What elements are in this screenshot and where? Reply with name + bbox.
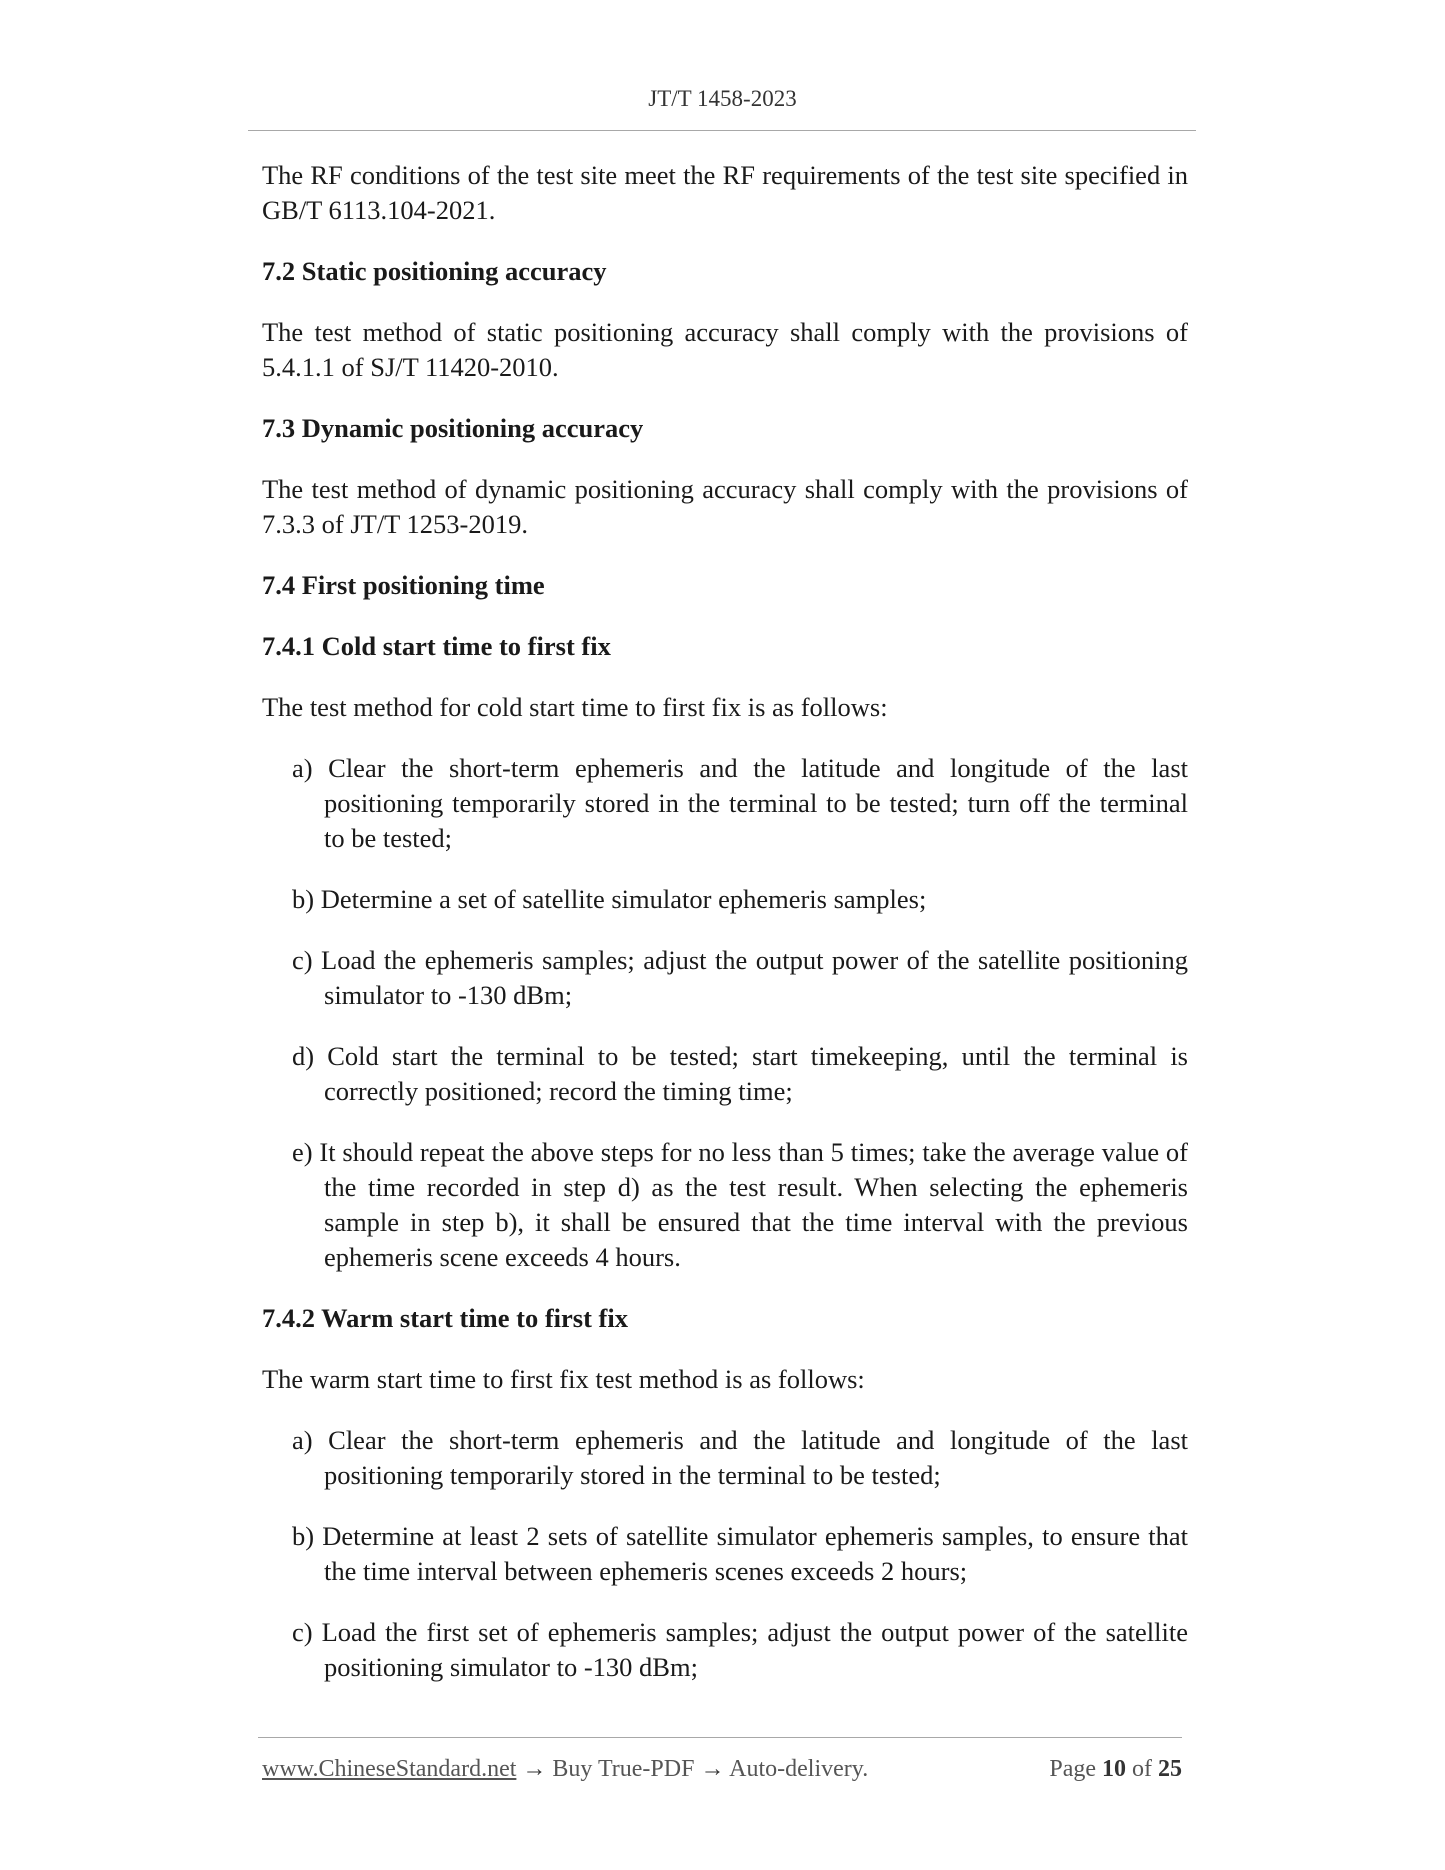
heading-7-4-1: 7.4.1 Cold start time to first fix bbox=[262, 631, 611, 661]
heading-7-4: 7.4 First positioning time bbox=[262, 570, 545, 600]
page-of: of bbox=[1132, 1756, 1152, 1782]
footer-divider bbox=[258, 1737, 1182, 1738]
page-footer bbox=[262, 1756, 1182, 1783]
paragraph-static-accuracy: The test method of static positioning accuracy shall comply with the provisions of 5.4.1.1 of SJ/T 11420-2010. bbox=[262, 317, 1188, 382]
page-total: 25 bbox=[1158, 1756, 1182, 1782]
page-number bbox=[1049, 1756, 1182, 1783]
list-item: d) Cold start the terminal to be tested; start timekeeping, until the terminal is correctly positioned; record the timing time; bbox=[292, 1041, 1188, 1106]
arrow-right-icon: → bbox=[700, 1756, 725, 1782]
page-label: Page bbox=[1049, 1756, 1096, 1782]
page-current: 10 bbox=[1102, 1756, 1126, 1782]
arrow-right-icon: → bbox=[522, 1756, 547, 1782]
list-item: b) Determine a set of satellite simulator ephemeris samples; bbox=[292, 884, 927, 914]
page-header-title: JT/T 1458-2023 bbox=[648, 86, 797, 111]
chinese-standard-link[interactable]: www.ChineseStandard.net bbox=[262, 1756, 517, 1782]
heading-7-2: 7.2 Static positioning accuracy bbox=[262, 256, 607, 286]
heading-7-4-2: 7.4.2 Warm start time to first fix bbox=[262, 1303, 628, 1333]
footer-links bbox=[262, 1756, 868, 1783]
header-divider bbox=[248, 130, 1196, 131]
heading-7-3: 7.3 Dynamic positioning accuracy bbox=[262, 413, 644, 443]
paragraph-dynamic-accuracy: The test method of dynamic positioning accuracy shall comply with the provisions of 7.3.3 of JT/T 1253-2019. bbox=[262, 474, 1188, 539]
document-body bbox=[262, 158, 1188, 1711]
list-item: c) Load the ephemeris samples; adjust the output power of the satellite positioning simulator to -130 dBm; bbox=[292, 945, 1188, 1010]
list-item: a) Clear the short-term ephemeris and the latitude and longitude of the last positioning temporarily stored in the terminal to be tested; bbox=[292, 1425, 1188, 1490]
auto-delivery-text: Auto-delivery. bbox=[729, 1756, 869, 1782]
list-item: a) Clear the short-term ephemeris and the latitude and longitude of the last positioning temporarily stored in the terminal to be tested; turn off the terminal to be tested; bbox=[292, 753, 1188, 853]
list-item: b) Determine at least 2 sets of satellite simulator ephemeris samples, to ensure that the time interval between ephemeris scenes exceeds 2 hours; bbox=[292, 1521, 1188, 1586]
buy-true-pdf-text: Buy True-PDF bbox=[552, 1756, 695, 1782]
list-item: c) Load the first set of ephemeris samples; adjust the output power of the satellite positioning simulator to -130 dBm; bbox=[292, 1617, 1188, 1682]
paragraph-warm-start-intro: The warm start time to first fix test method is as follows: bbox=[262, 1364, 865, 1394]
list-item: e) It should repeat the above steps for no less than 5 times; take the average value of the time recorded in step d) as the test result. When selecting the ephemeris sample in step b), it shall be ensured that the time interval with the previous ephemeris scene exceeds 4 hours. bbox=[292, 1137, 1188, 1272]
paragraph-cold-start-intro: The test method for cold start time to first fix is as follows: bbox=[262, 692, 888, 722]
paragraph-rf-conditions: The RF conditions of the test site meet the RF requirements of the test site specified in GB/T 6113.104-2021. bbox=[262, 160, 1188, 225]
